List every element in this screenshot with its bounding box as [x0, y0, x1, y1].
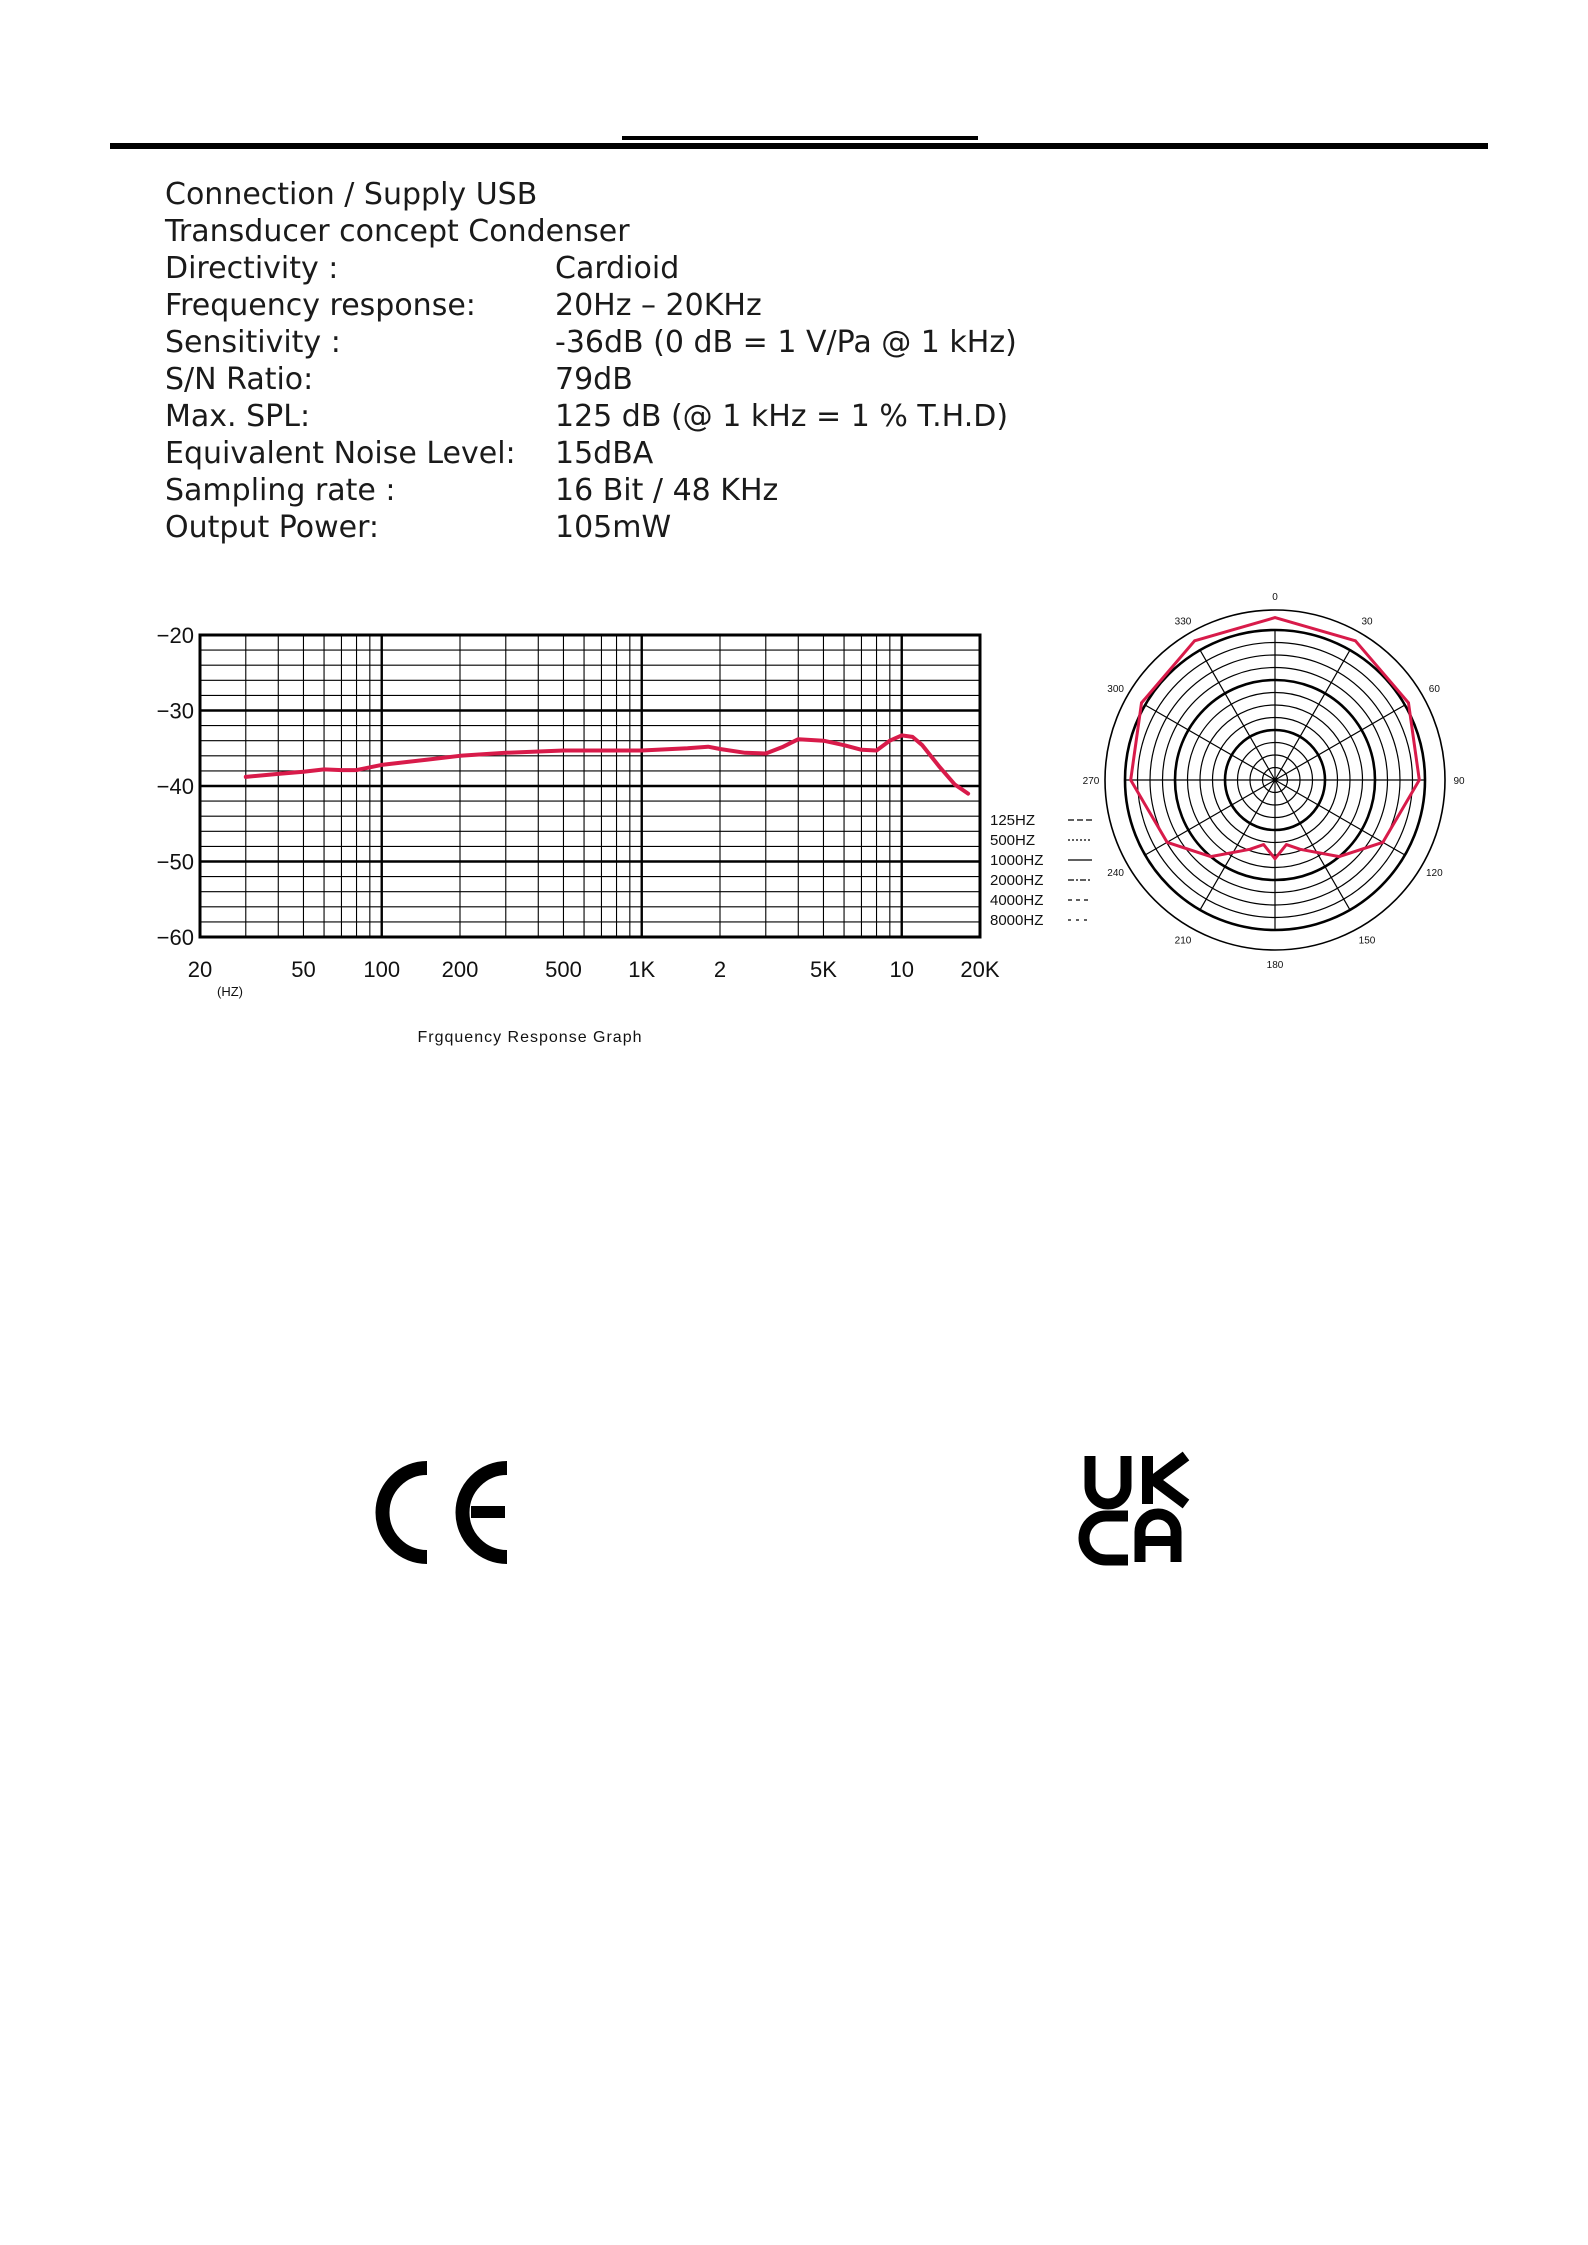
data-point: [355, 769, 358, 772]
spec-label: Max. SPL:: [165, 399, 311, 434]
x-unit-label: (HZ): [217, 984, 243, 999]
polar-data-point: [1338, 855, 1341, 858]
spec-label: Directivity :: [165, 251, 339, 286]
y-tick-label: −50: [156, 849, 194, 875]
polar-angle-label: 180: [1266, 960, 1284, 971]
polar-spoke: [1145, 780, 1275, 855]
spec-label: Equivalent Noise Level:: [165, 436, 516, 471]
data-point: [504, 751, 507, 754]
y-tick-label: −40: [156, 774, 194, 799]
polar-angle-label: 150: [1358, 935, 1376, 947]
x-tick-label: 5K: [810, 957, 837, 982]
ukca-mark-logo: [1082, 1452, 1194, 1564]
data-point: [380, 763, 383, 766]
polar-data-point: [1382, 841, 1385, 844]
data-point: [875, 749, 878, 752]
polar-data-point: [1129, 779, 1132, 782]
data-point: [860, 748, 863, 751]
x-tick-label: 50: [291, 957, 316, 982]
data-point: [322, 768, 325, 771]
polar-angle-label: 330: [1174, 616, 1192, 628]
polar-angle-label: 30: [1361, 616, 1373, 628]
data-point: [640, 749, 643, 752]
data-point: [707, 745, 710, 748]
spec-value: 15dBA: [555, 436, 654, 471]
ce-mark-logo: [375, 1460, 515, 1565]
spec-label: Output Power:: [165, 510, 380, 545]
spec-row: [165, 472, 1165, 509]
data-point: [842, 744, 845, 747]
polar-spoke: [1275, 650, 1350, 780]
spec-text: Transducer concept Condenser: [165, 214, 630, 249]
polar-data-point: [1262, 843, 1265, 846]
polar-data-point: [1354, 639, 1357, 642]
data-point: [718, 747, 721, 750]
spec-label: S/N Ratio:: [165, 362, 314, 397]
polar-angle-label: 0: [1272, 592, 1278, 603]
polar-data-point: [1248, 848, 1251, 851]
polar-data-point: [1140, 702, 1143, 705]
data-point: [744, 751, 747, 754]
data-point: [900, 734, 903, 737]
data-point: [953, 783, 956, 786]
spec-row: [165, 213, 1165, 250]
data-point: [797, 738, 800, 741]
spec-text: Connection / Supply USB: [165, 177, 538, 212]
spec-row: [165, 287, 1165, 324]
polar-data-point: [1299, 848, 1302, 851]
polar-spoke: [1145, 705, 1275, 780]
header-rule: [110, 143, 1488, 149]
polar-legend-label: 8000HZ: [990, 912, 1044, 929]
polar-legend-label: 2000HZ: [990, 872, 1044, 889]
y-tick-label: −60: [156, 925, 194, 950]
data-point: [782, 745, 785, 748]
spec-value: 20Hz – 20KHz: [555, 288, 762, 323]
spec-label: Frequency response:: [165, 288, 476, 323]
x-tick-label: 20K: [960, 957, 1000, 982]
polar-angle-label: 90: [1453, 776, 1465, 787]
y-tick-label: −20: [156, 623, 194, 648]
data-point: [888, 739, 891, 742]
polar-angle-label: 240: [1107, 868, 1124, 879]
x-tick-label: 100: [363, 957, 401, 982]
spec-label: Sampling rate :: [165, 473, 396, 508]
data-point: [562, 749, 565, 752]
polar-legend-label: 1000HZ: [990, 852, 1044, 869]
x-tick-label: 200: [441, 957, 479, 982]
spec-row: [165, 324, 1165, 361]
data-point: [967, 792, 970, 795]
polar-data-point: [1193, 639, 1196, 642]
spec-row: [165, 176, 1165, 213]
polar-data-point: [1274, 857, 1277, 860]
data-point: [458, 754, 461, 757]
data-point: [340, 769, 343, 772]
y-tick-label: −30: [156, 698, 194, 724]
spec-value: 105mW: [555, 510, 672, 545]
data-point: [911, 735, 914, 738]
polar-data-point: [1274, 616, 1277, 619]
polar-spoke: [1200, 650, 1275, 780]
polar-data-point: [1285, 843, 1288, 846]
polar-data-point: [1166, 841, 1169, 844]
x-tick-label: 500: [545, 957, 582, 982]
polar-pattern-chart: [990, 585, 1470, 985]
polar-data-point: [1407, 702, 1410, 705]
polar-angle-label: 300: [1107, 684, 1124, 695]
polar-legend-label: 500HZ: [990, 832, 1036, 849]
spec-value: -36dB (0 dB = 1 V/Pa @ 1 kHz): [555, 325, 1017, 360]
data-point: [764, 752, 767, 755]
x-tick-label: 10: [889, 957, 914, 982]
polar-spoke: [1275, 705, 1405, 780]
spec-row: [165, 398, 1165, 435]
spec-row: [165, 250, 1165, 287]
x-tick-label: 20: [187, 957, 213, 982]
chart-title: Frgquency Response Graph: [417, 1029, 643, 1046]
data-point: [277, 772, 280, 775]
polar-angle-label: 210: [1174, 935, 1192, 947]
polar-spoke: [1275, 780, 1405, 855]
x-tick-label: 2: [713, 957, 727, 982]
polar-data-point: [1418, 779, 1421, 782]
x-tick-label: 1K: [628, 957, 656, 982]
data-point: [921, 744, 924, 747]
data-point: [938, 766, 941, 769]
spec-row: [165, 361, 1165, 398]
specifications-list: [165, 176, 1165, 545]
spec-value: 79dB: [555, 362, 633, 397]
spec-value: 125 dB (@ 1 kHz = 1 % T.H.D): [555, 399, 1009, 434]
polar-data-point: [1209, 855, 1212, 858]
spec-row: [165, 435, 1165, 472]
polar-angle-label: 270: [1082, 776, 1100, 787]
spec-label: Sensitivity :: [165, 325, 341, 360]
frequency-response-chart: [140, 615, 1020, 1055]
data-point: [244, 775, 247, 778]
header-top-rule: [622, 136, 978, 140]
data-point: [426, 758, 429, 761]
data-point: [600, 749, 603, 752]
spec-row: [165, 509, 1165, 546]
polar-legend-label: 125HZ: [990, 812, 1036, 829]
data-point: [686, 747, 689, 750]
polar-legend-label: 4000HZ: [990, 892, 1044, 909]
data-point: [822, 739, 825, 742]
spec-value: 16 Bit / 48 KHz: [555, 473, 779, 508]
polar-angle-label: 60: [1428, 684, 1440, 695]
spec-value: Cardioid: [555, 251, 680, 286]
polar-angle-label: 120: [1426, 868, 1443, 879]
data-point: [302, 770, 305, 773]
